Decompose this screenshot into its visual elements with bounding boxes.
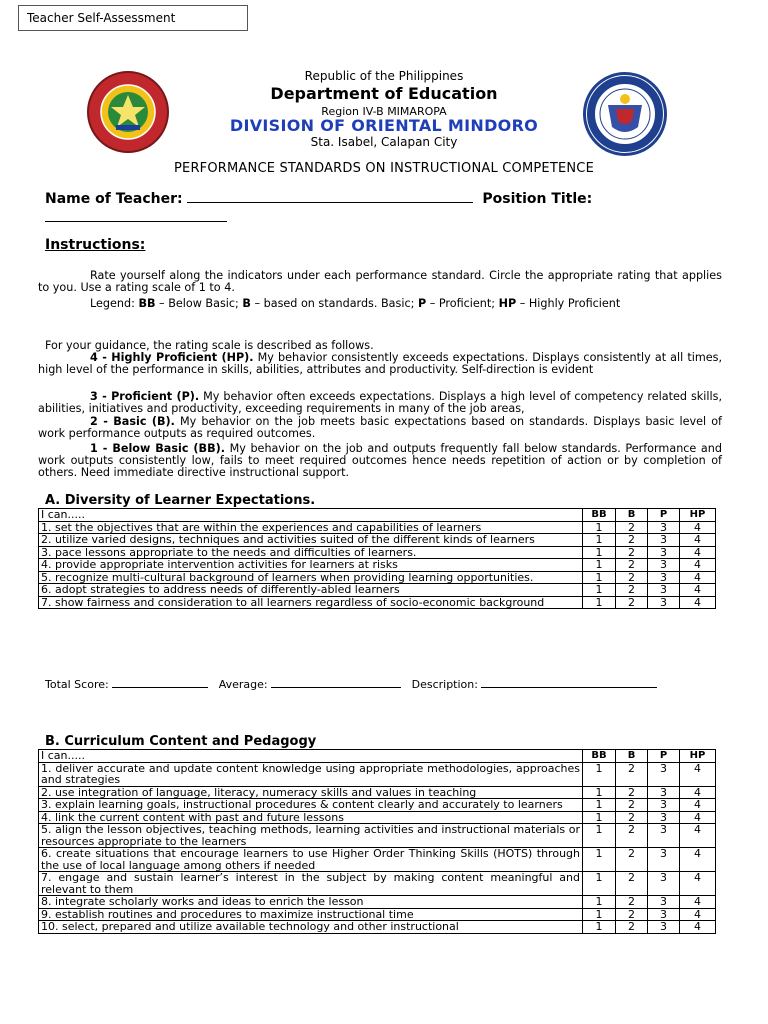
rating-2[interactable]: 2	[616, 571, 648, 584]
rating-1[interactable]: 1	[583, 521, 616, 534]
region-line: Region IV-B MIMAROPA	[321, 105, 447, 118]
rating-4[interactable]: 4	[680, 896, 716, 909]
document-tag: Teacher Self-Assessment	[18, 5, 248, 31]
position-blank[interactable]	[45, 221, 227, 222]
rating-4[interactable]: 4	[680, 571, 716, 584]
rating-4[interactable]: 4	[680, 546, 716, 559]
rating-2[interactable]: 2	[616, 534, 648, 547]
rating-3[interactable]: 3	[648, 811, 680, 824]
description-blank[interactable]	[481, 687, 657, 688]
item-text: 8. integrate scholarly works and ideas to enrich the lesson	[39, 896, 583, 909]
table-row	[39, 824, 716, 848]
document-title: PERFORMANCE STANDARDS ON INSTRUCTIONAL COMPETENCE	[173, 161, 594, 176]
table-row	[39, 872, 716, 896]
rating-4[interactable]: 4	[680, 921, 716, 934]
col-hp: HP	[680, 509, 716, 522]
rating-4[interactable]: 4	[680, 908, 716, 921]
rating-3[interactable]: 3	[648, 799, 680, 812]
table-row	[39, 799, 716, 812]
rating-1[interactable]: 1	[583, 762, 616, 786]
instructions-heading: Instructions:	[45, 237, 146, 253]
guidance-line: For your guidance, the rating scale is described as follows.	[45, 339, 374, 352]
rating-2[interactable]: 2	[616, 596, 648, 609]
rating-1[interactable]: 1	[583, 534, 616, 547]
item-text: 5. recognize multi-cultural background of learners when providing learning opportunities.	[39, 571, 583, 584]
rating-3[interactable]: 3	[648, 584, 680, 597]
rating-1[interactable]: 1	[583, 596, 616, 609]
rating-2[interactable]: 2	[616, 848, 648, 872]
rating-4[interactable]: 4	[680, 872, 716, 896]
rating-2[interactable]: 2	[616, 872, 648, 896]
rating-1[interactable]: 1	[583, 848, 616, 872]
rating-4[interactable]: 4	[680, 559, 716, 572]
rating-4[interactable]: 4	[680, 811, 716, 824]
rating-4[interactable]: 4	[680, 521, 716, 534]
rating-2[interactable]: 2	[616, 908, 648, 921]
rating-4[interactable]: 4	[680, 824, 716, 848]
rating-1[interactable]: 1	[583, 786, 616, 799]
table-row	[39, 921, 716, 934]
total-score-label: Total Score:	[45, 678, 109, 691]
scale-b: 2 - Basic (B). My behavior on the job meets basic expectations based on standards. Displays basic level of work performance outputs as required outcomes.	[38, 415, 722, 441]
item-text: 4. provide appropriate intervention activities for learners at risks	[39, 559, 583, 572]
rating-4[interactable]: 4	[680, 534, 716, 547]
table-row	[39, 848, 716, 872]
col-lead: I can.....	[39, 750, 583, 763]
position-label: Position Title:	[482, 191, 593, 207]
rating-1[interactable]: 1	[583, 896, 616, 909]
item-text: 2. utilize varied designs, techniques and activities suited of the different kinds of learners	[39, 534, 583, 547]
rating-3[interactable]: 3	[648, 896, 680, 909]
rating-1[interactable]: 1	[583, 559, 616, 572]
department-name: Department of Education	[270, 84, 498, 103]
item-text: 6. adopt strategies to address needs of differently-abled learners	[39, 584, 583, 597]
name-label: Name of Teacher:	[45, 191, 183, 207]
section-a-title: A. Diversity of Learner Expectations.	[45, 493, 316, 508]
col-b: B	[616, 750, 648, 763]
republic-line: Republic of the Philippines	[304, 69, 464, 83]
rating-3[interactable]: 3	[648, 908, 680, 921]
rating-2[interactable]: 2	[616, 811, 648, 824]
scale-hp: 4 - Highly Proficient (HP). My behavior consistently exceeds expectations. Displays consistently at all times, high level of the performance in skills, abilities, attributes and productivity. Self-direction is evident	[38, 351, 723, 377]
legend-paragraph: Legend: BB – Below Basic; B – based on standards. Basic; P – Proficient; HP – Highly Proficient	[90, 297, 621, 310]
rating-3[interactable]: 3	[648, 824, 680, 848]
rating-3[interactable]: 3	[648, 872, 680, 896]
rating-1[interactable]: 1	[583, 811, 616, 824]
item-text: 6. create situations that encourage learners to use Higher Order Thinking Skills (HOTS) through the use of local language among others if needed	[39, 848, 583, 872]
rating-2[interactable]: 2	[616, 786, 648, 799]
description-label: Description:	[411, 678, 478, 691]
rating-3[interactable]: 3	[648, 786, 680, 799]
table-row	[39, 596, 716, 609]
item-text: 10. select, prepared and utilize available technology and other instructional	[39, 921, 583, 934]
rating-4[interactable]: 4	[680, 799, 716, 812]
item-text: 1. set the objectives that are within the experiences and capabilities of learners	[39, 521, 583, 534]
scale-p: 3 - Proficient (P). My behavior often exceeds expectations. Displays a high level of competency related skills, abilities, initiatives and productivity, exceeding requirements in many of the job areas,	[38, 390, 722, 416]
table-row	[39, 559, 716, 572]
rating-1[interactable]: 1	[583, 799, 616, 812]
item-text: 2. use integration of language, literacy, numeracy skills and values in teaching	[39, 786, 583, 799]
table-row	[39, 534, 716, 547]
section-b-table	[38, 749, 716, 934]
rating-2[interactable]: 2	[616, 762, 648, 786]
rating-3[interactable]: 3	[648, 571, 680, 584]
col-b: B	[616, 509, 648, 522]
address-line: Sta. Isabel, Calapan City	[310, 135, 458, 149]
col-bb: BB	[583, 750, 616, 763]
table-header-row	[39, 509, 716, 522]
rating-4[interactable]: 4	[680, 584, 716, 597]
rating-2[interactable]: 2	[616, 546, 648, 559]
section-b-title: B. Curriculum Content and Pedagogy	[45, 734, 317, 749]
item-text: 9. establish routines and procedures to maximize instructional time	[39, 908, 583, 921]
col-p: P	[648, 509, 680, 522]
rating-2[interactable]: 2	[616, 521, 648, 534]
rating-1[interactable]: 1	[583, 872, 616, 896]
item-text: 7. engage and sustain learner’s interest in the subject by making content meaningful and relevant to them	[39, 872, 583, 896]
rating-3[interactable]: 3	[648, 596, 680, 609]
table-row	[39, 546, 716, 559]
rating-2[interactable]: 2	[616, 824, 648, 848]
rating-4[interactable]: 4	[680, 596, 716, 609]
division-name: DIVISION OF ORIENTAL MINDORO	[229, 116, 539, 135]
rating-3[interactable]: 3	[648, 762, 680, 786]
rating-1[interactable]: 1	[583, 908, 616, 921]
table-row	[39, 584, 716, 597]
rating-4[interactable]: 4	[680, 786, 716, 799]
col-lead: I can.....	[39, 509, 583, 522]
rating-3[interactable]: 3	[648, 534, 680, 547]
table-row	[39, 762, 716, 786]
table-row	[39, 908, 716, 921]
scale-bb: 1 - Below Basic (BB). My behavior on the job and outputs frequently fall below standards. Performance and work outputs consistently low, fails to meet required outcomes hence needs repetition of action or by completion of others. Need immediate directive instructional support.	[38, 442, 722, 480]
rating-3[interactable]: 3	[648, 921, 680, 934]
rating-1[interactable]: 1	[583, 584, 616, 597]
col-p: P	[648, 750, 680, 763]
rating-1[interactable]: 1	[583, 571, 616, 584]
name-blank[interactable]	[187, 202, 473, 203]
rating-1[interactable]: 1	[583, 921, 616, 934]
average-blank[interactable]	[271, 687, 401, 688]
table-row	[39, 571, 716, 584]
rating-3[interactable]: 3	[648, 559, 680, 572]
rating-4[interactable]: 4	[680, 762, 716, 786]
rating-3[interactable]: 3	[648, 546, 680, 559]
col-bb: BB	[583, 509, 616, 522]
rating-2[interactable]: 2	[616, 921, 648, 934]
section-a-table	[38, 508, 716, 609]
item-text: 1. deliver accurate and update content knowledge using appropriate methodologies, approaches and strategies	[39, 762, 583, 786]
rating-3[interactable]: 3	[648, 848, 680, 872]
table-row	[39, 811, 716, 824]
instructions-paragraph: Rate yourself along the indicators under each performance standard. Circle the appropriate rating that applies to you. Use a rating scale of 1 to 4.	[38, 269, 722, 295]
item-text: 4. link the current content with past and future lessons	[39, 811, 583, 824]
item-text: 3. pace lessons appropriate to the needs and difficulties of learners.	[39, 546, 583, 559]
teacher-name-field-row	[45, 191, 592, 207]
rating-2[interactable]: 2	[616, 559, 648, 572]
item-text: 3. explain learning goals, instructional procedures & content clearly and accurately to learners	[39, 799, 583, 812]
table-header-row	[39, 750, 716, 763]
rating-2[interactable]: 2	[616, 584, 648, 597]
col-hp: HP	[680, 750, 716, 763]
rating-2[interactable]: 2	[616, 799, 648, 812]
table-row	[39, 896, 716, 909]
total-score-blank[interactable]	[112, 687, 208, 688]
rating-1[interactable]: 1	[583, 546, 616, 559]
average-label: Average:	[218, 678, 268, 691]
rating-3[interactable]: 3	[648, 521, 680, 534]
rating-2[interactable]: 2	[616, 896, 648, 909]
item-text: 7. show fairness and consideration to all learners regardless of socio-economic background	[39, 596, 583, 609]
table-row	[39, 521, 716, 534]
totals-row	[45, 678, 657, 691]
rating-1[interactable]: 1	[583, 824, 616, 848]
rating-4[interactable]: 4	[680, 848, 716, 872]
table-row	[39, 786, 716, 799]
item-text: 5. align the lesson objectives, teaching methods, learning activities and instructional materials or resources appropriate to the learners	[39, 824, 583, 848]
